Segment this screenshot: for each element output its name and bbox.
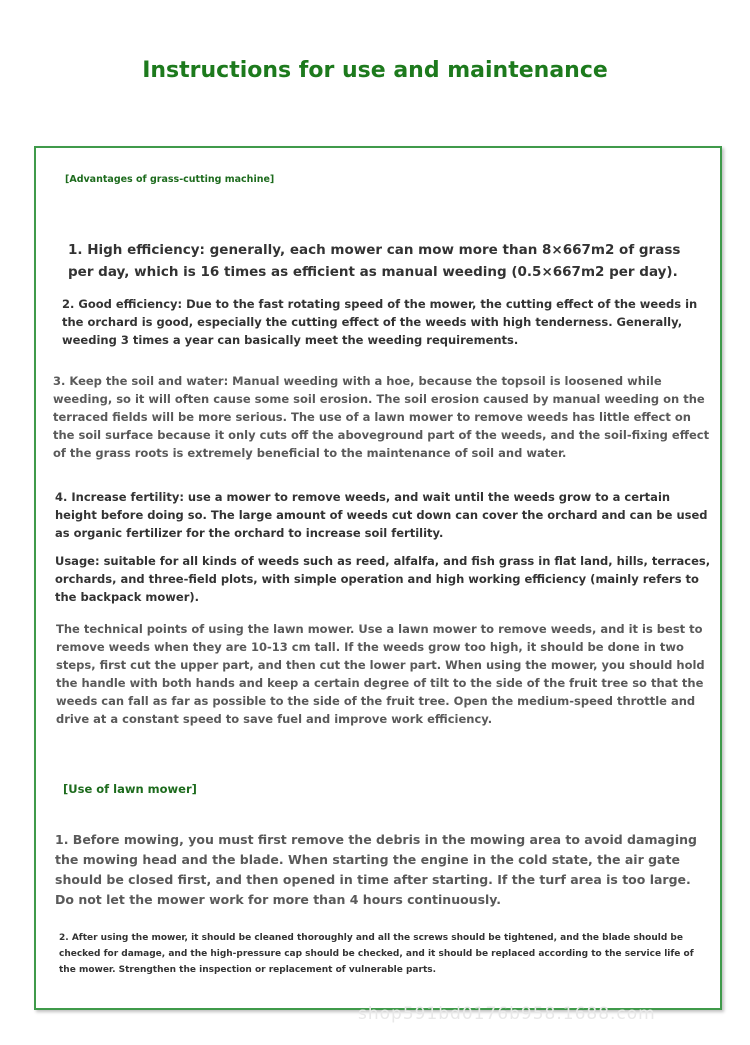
point-high-efficiency: 1. High efficiency: generally, each mower can mow more than 8×667m2 of grass per day, which is 16 times as efficient as manual weeding (0.5×667m2 per day). xyxy=(68,242,681,280)
point-fertility: 4. Increase fertility: use a mower to remove weeds, and wait until the weeds grow to a certain height before doing so. The large amount of weeds cut down can cover the orchard and can be used as organic fertilizer for the orchard to increase soil fertility. xyxy=(55,490,708,540)
use-point-after-mowing: 2. After using the mower, it should be cleaned thoroughly and all the screws should be tightened, and the blade should be checked for damage, and the high-pressure cap should be checked, and it should be replaced according to the service life of the mower. Strengthen the inspection or replacement of vulnerable parts. xyxy=(59,933,694,975)
point-good-efficiency: 2. Good efficiency: Due to the fast rotating speed of the mower, the cutting effect of the weeds in the orchard is good, especially the cutting effect of the weeds with high tenderness. Generally, weeding 3 times a year can basically meet the weeding requirements. xyxy=(62,297,698,347)
page-title: Instructions for use and maintenance xyxy=(142,58,608,83)
technical-paragraph: The technical points of using the lawn mower. Use a lawn mower to remove weeds, and it is best to remove weeds when they are 10-13 cm tall. If the weeds grow too high, it should be done in two steps, first cut the upper part, and then cut the lower part. When using the mower, you should hold the handle with both hands and keep a certain degree of tilt to the side of the fruit tree so that the weeds can fall as far as possible to the side of the fruit tree. Open the medium-speed throttle and drive at a constant speed to save fuel and improve work efficiency. xyxy=(56,622,705,726)
advantages-heading: [Advantages of grass-cutting machine] xyxy=(65,174,275,185)
use-point-before-mowing: 1. Before mowing, you must first remove the debris in the mowing area to avoid damaging the mowing head and the blade. When starting the engine in the cold state, the air gate should be closed first, and then opened in time after starting. If the turf area is too large. Do not let the mower work for more than 4 hours continuously. xyxy=(55,832,697,907)
use-heading: [Use of lawn mower] xyxy=(63,782,197,796)
point-soil-water: 3. Keep the soil and water: Manual weeding with a hoe, because the topsoil is loosened while weeding, so it will often cause some soil erosion. The soil erosion caused by manual weeding on the terraced fields will be more serious. The use of a lawn mower to remove weeds has little effect on the soil surface because it only cuts off the aboveground part of the weeds, and the soil-fixing effect of the grass roots is extremely beneficial to the maintenance of soil and water. xyxy=(53,374,710,460)
watermark-text: shop591bd0176b958.1688.com xyxy=(358,1004,656,1024)
usage-paragraph: Usage: suitable for all kinds of weeds such as reed, alfalfa, and fish grass in flat land, hills, terraces, orchards, and three-field plots, with simple operation and high working efficiency (mainly refers to the backpack mower). xyxy=(55,554,711,604)
